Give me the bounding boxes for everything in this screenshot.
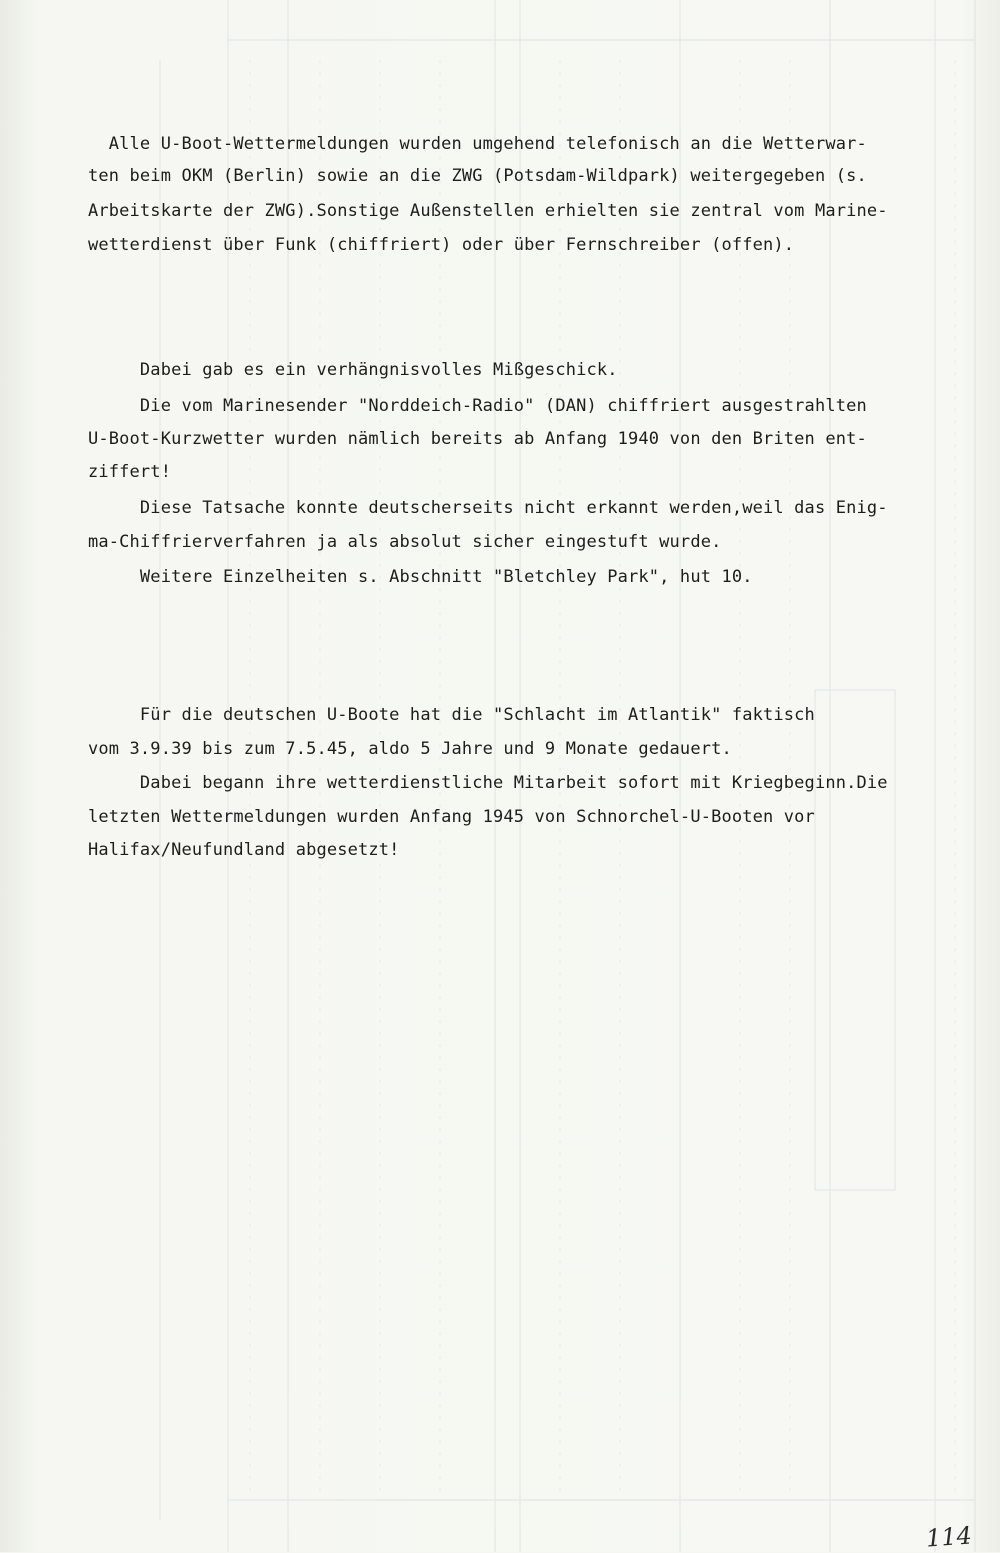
text-line: Diese Tatsache konnte deutscherseits nicht erkannt werden,weil das Enig- xyxy=(88,498,888,518)
text-line: Dabei begann ihre wetterdienstliche Mitarbeit sofort mit Kriegbeginn.Die xyxy=(88,773,888,793)
text-line: ziffert! xyxy=(88,462,172,482)
text-line: ten beim OKM (Berlin) sowie an die ZWG (Potsdam-Wildpark) weitergegeben (s. xyxy=(88,166,867,186)
text-line: Dabei gab es ein verhängnisvolles Mißgeschick. xyxy=(88,360,618,380)
text-line: Halifax/Neufundland abgesetzt! xyxy=(88,840,400,860)
text-line: letzten Wettermeldungen wurden Anfang 1945 von Schnorchel-U-Booten vor xyxy=(88,807,815,827)
text-line: Arbeitskarte der ZWG).Sonstige Außenstellen erhielten sie zentral vom Marine- xyxy=(88,201,888,221)
text-line: Für die deutschen U-Boote hat die "Schlacht im Atlantik" faktisch xyxy=(88,705,815,725)
text-line: wetterdienst über Funk (chiffriert) oder über Fernschreiber (offen). xyxy=(88,235,795,255)
text-line: Die vom Marinesender "Norddeich-Radio" (DAN) chiffriert ausgestrahlten xyxy=(88,396,867,416)
text-line: Weitere Einzelheiten s. Abschnitt "Bletchley Park", hut 10. xyxy=(88,567,753,587)
handwritten-page-number: 114 xyxy=(925,1521,973,1553)
text-line: Alle U-Boot-Wettermeldungen wurden umgehend telefonisch an die Wetterwar- xyxy=(88,134,867,154)
text-line: vom 3.9.39 bis zum 7.5.45, aldo 5 Jahre und 9 Monate gedauert. xyxy=(88,739,732,759)
text-line: U-Boot-Kurzwetter wurden nämlich bereits ab Anfang 1940 von den Briten ent- xyxy=(88,429,867,449)
text-line: ma-Chiffrierverfahren ja als absolut sicher eingestuft wurde. xyxy=(88,532,722,552)
